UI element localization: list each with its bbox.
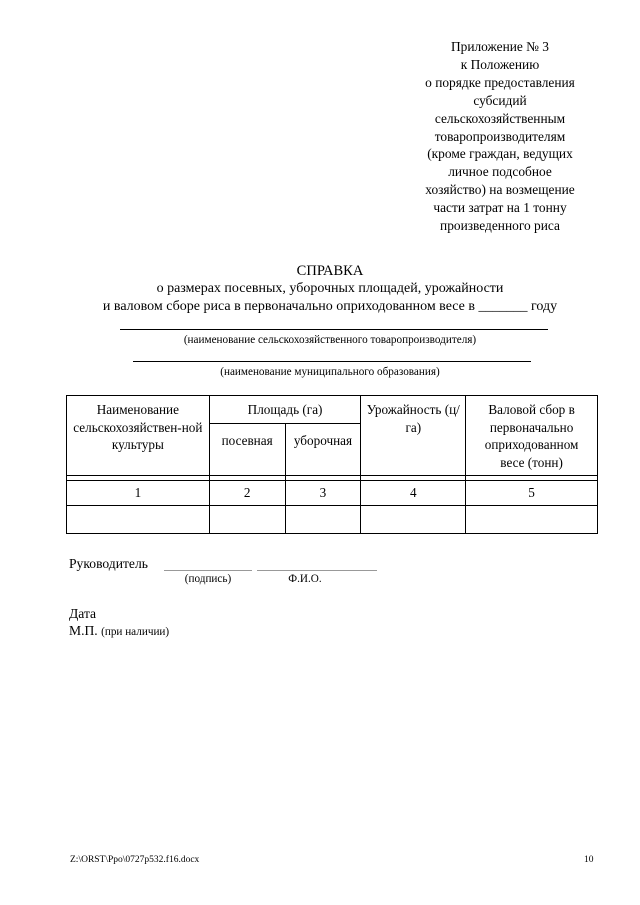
appendix-line: произведенного риса [440,218,560,234]
stamp-label: М.П. [69,623,98,638]
appendix-line: сельскохозяйственным [434,110,566,126]
table-row-numbers [67,481,598,506]
header-crop: Наименование сельскохозяйствен-ной культуры [67,396,210,476]
data-table [66,395,598,534]
column-number: 4 [361,481,466,506]
column-number: 2 [209,481,285,506]
table-cell[interactable] [285,506,361,534]
document-heading [60,262,600,316]
appendix-line: Приложение № 3 [450,39,550,54]
header-yield: Урожайность (ц/га) [361,396,466,476]
municipality-fill-line [133,361,531,362]
producer-fill-line [120,329,548,330]
header-harvested: уборочная [285,424,361,476]
page-number: 10 [584,855,594,865]
document-title: СПРАВКА [296,263,364,279]
document-subtitle-line-1: о размерах посевных, уборочных площадей, урожайности [156,281,504,296]
appendix-line: личное подсобное [448,164,552,180]
appendix-line: товаропроизводителям [434,128,566,144]
stamp-line [69,623,169,639]
municipality-caption: (наименование муниципального образования) [220,366,440,378]
table-cell[interactable] [466,506,598,534]
footer-path: Z:\ORST\Ppo\0727p532.f16.docx [70,855,200,865]
name-fill-line [257,570,377,571]
table-row-empty [67,506,598,534]
appendix-line: хозяйство) на возмещение [425,182,575,198]
appendix-line: части затрат на 1 тонну [433,200,567,216]
stamp-note: (при наличии) [101,626,170,638]
signature-fill-line [164,570,252,571]
date-label: Дата [69,606,97,621]
column-number: 5 [466,481,598,506]
appendix-line: к Положению [460,56,540,72]
header-area: Площадь (га) [209,396,361,424]
header-gross: Валовой сбор в первоначально оприходованном весе (тонн) [466,396,598,476]
head-label: Руководитель [69,556,148,571]
column-number: 3 [285,481,361,506]
table-cell[interactable] [209,506,285,534]
appendix-block [408,38,592,235]
table-cell[interactable] [361,506,466,534]
appendix-line: субсидий [473,92,527,108]
document-subtitle-line-2: и валовом сборе риса в первоначально оприходованном весе в _______ году [102,298,558,314]
header-sown: посевная [209,424,285,476]
table-header-row [67,396,598,424]
table-cell[interactable] [67,506,210,534]
signature-caption: (подпись) [184,573,232,585]
name-caption: Ф.И.О. [288,573,322,585]
column-number: 1 [67,481,210,506]
appendix-line: (кроме граждан, ведущих [427,146,573,162]
producer-caption: (наименование сельскохозяйственного товаропроизводителя) [183,334,477,346]
appendix-line: о порядке предоставления [425,74,575,90]
